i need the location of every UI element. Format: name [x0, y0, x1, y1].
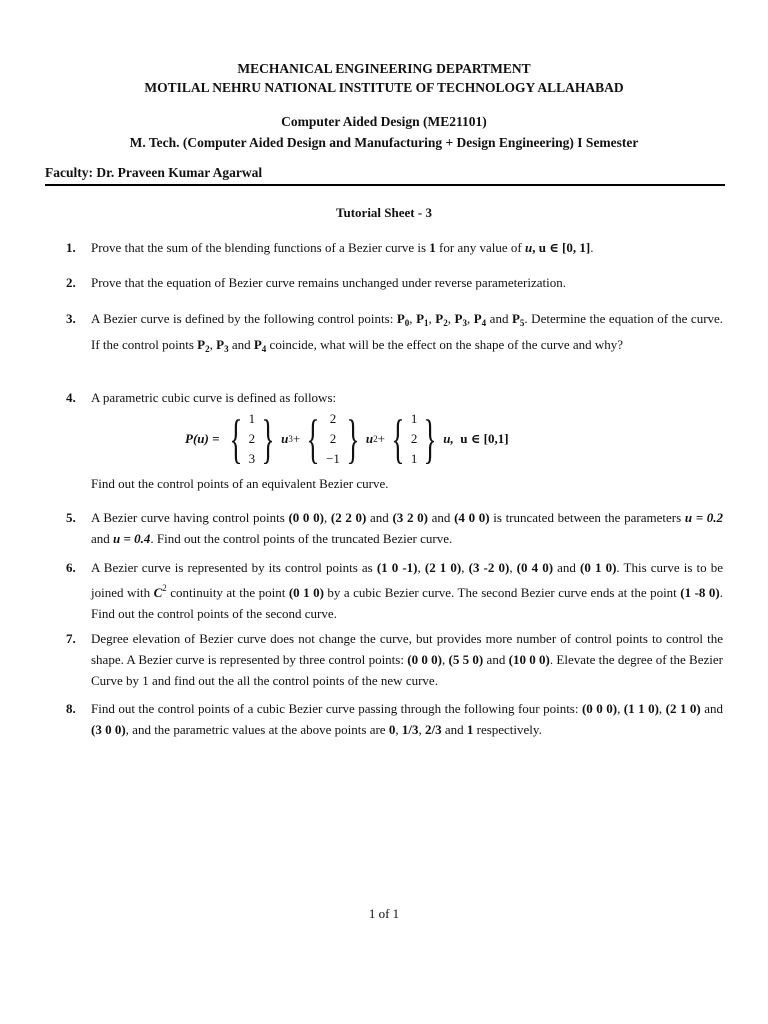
coefficient-vector-1: { 1 2 3 }	[229, 409, 275, 469]
sheet-title: Tutorial Sheet - 3	[336, 205, 432, 220]
header-divider	[45, 184, 725, 186]
coefficient-vector-3: { 1 2 1 }	[391, 409, 437, 469]
question-3: 3. A Bezier curve is defined by the following control points: $P_0$, $P_1$, $P_2$, $P_3$, $P_4$ and $P_5$. Determine the equation of the curve. If the control points $P_2$, $P_3$ and $P_4$ coincide, what will be the effect on the shape of the curve and why?	[66, 311, 724, 354]
institute-title: MOTILAL NEHRU NATIONAL INSTITUTE OF TECHNOLOGY ALLAHABAD	[144, 80, 624, 95]
page-number: 1 of 1	[368, 906, 400, 921]
question-6: 6. A Bezier curve is represented by its control points as (1 0 -1), (2 1 0), (3 -2 0), (0 4 0) and (0 1 0). This curve is to be joined with $C^2$ continuity at the point (0 1 0) by a cubic Bezier curve. The second Bezier curve ends at the point (1 -8 0). Find out the control points of the second curve.	[66, 560, 723, 621]
question-8: 8. Find out the control points of a cubic Bezier curve passing through the following four points: (0 0 0), (1 1 0), (2 1 0) and (3 0 0), and the parametric values at the above points are 0, 1/3, 2/3 and 1 respectively.	[66, 701, 723, 737]
question-4: 4. A parametric cubic curve is defined as follows:	[66, 390, 337, 405]
question-1: 1. Prove that the sum of the blending functions of a Bezier curve is 1 for any value of u, u ∈ [0, 1].	[66, 240, 594, 255]
coefficient-vector-2: { 2 2 −1 }	[306, 409, 360, 469]
question-7: 7. Degree elevation of Bezier curve does not change the curve, but provides more number of control points to control the shape. A Bezier curve is represented by three control points: (0 0 0), (5 5 0) and (10 0 0). Elevate the degree of the Bezier Curve by 1 and find out the all the control points of the new curve.	[66, 631, 723, 688]
program-title: M. Tech. (Computer Aided Design and Manufacturing + Design Engineering) I Semester	[129, 135, 639, 150]
question-5: 5. A Bezier curve having control points (0 0 0), (2 2 0) and (3 2 0) and (4 0 0) is truncated between the parameters u = 0.2 and u = 0.4. Find out the control points of the truncated Bezier curve.	[66, 510, 724, 546]
faculty-name: Faculty: Dr. Praveen Kumar Agarwal	[45, 165, 263, 180]
department-title: MECHANICAL ENGINEERING DEPARTMENT	[237, 61, 531, 76]
cubic-curve-equation: P(u) = { 1 2 3 } u 3 + { 2 2 −1 } u 2 + { 1 2 1 } u, u ∈ [0,1]	[185, 409, 509, 469]
course-title: Computer Aided Design (ME21101)	[281, 114, 487, 129]
question-4-outro: Find out the control points of an equivalent Bezier curve.	[91, 476, 389, 491]
question-2: 2. Prove that the equation of Bezier curve remains unchanged under reverse parameterization.	[66, 275, 567, 290]
